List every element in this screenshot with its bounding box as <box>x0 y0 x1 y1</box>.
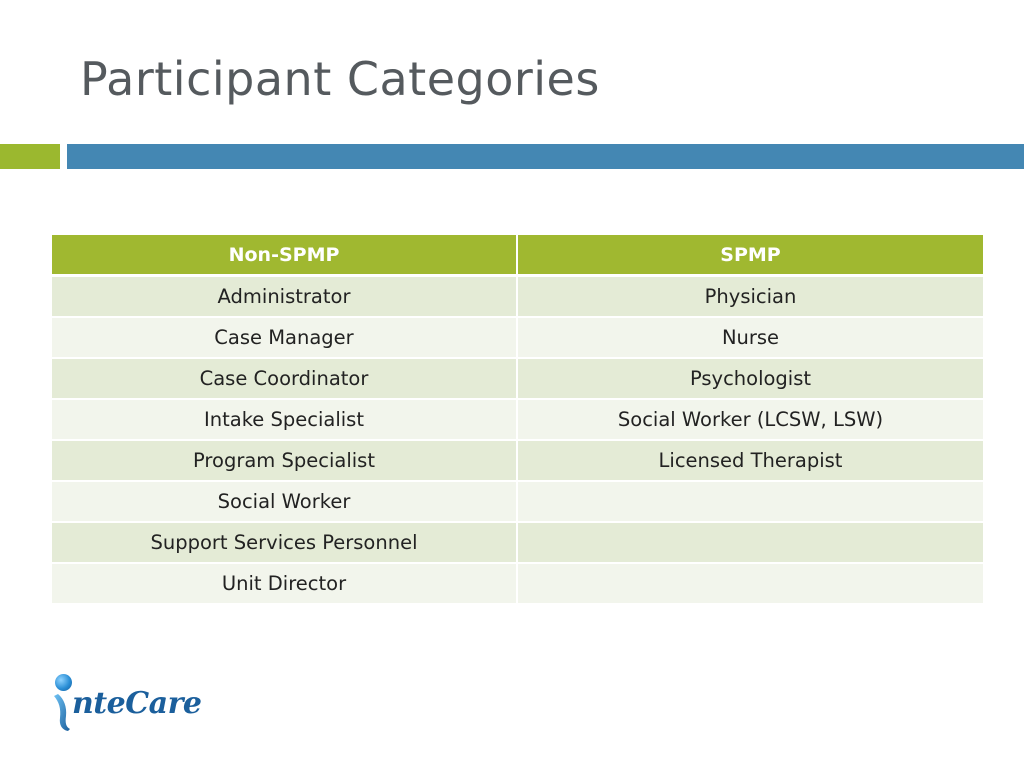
table-cell-non-spmp: Administrator <box>52 276 517 318</box>
column-header-spmp: SPMP <box>517 235 983 276</box>
accent-bar-blue <box>67 144 1024 169</box>
table-cell-non-spmp: Case Coordinator <box>52 358 517 399</box>
table-cell-non-spmp: Program Specialist <box>52 440 517 481</box>
table-cell-spmp: Licensed Therapist <box>517 440 983 481</box>
column-header-non-spmp: Non-SPMP <box>52 235 517 276</box>
table-cell-spmp <box>517 563 983 604</box>
logo-wordmark: nteCare <box>72 686 202 721</box>
table-cell-non-spmp: Case Manager <box>52 317 517 358</box>
table-cell-spmp: Social Worker (LCSW, LSW) <box>517 399 983 440</box>
table-cell-spmp: Nurse <box>517 317 983 358</box>
table-cell-non-spmp: Intake Specialist <box>52 399 517 440</box>
table-cell-spmp: Physician <box>517 276 983 318</box>
table-row <box>52 563 983 604</box>
slide-title: Participant Categories <box>80 52 600 106</box>
table-row <box>52 276 983 318</box>
table-cell-non-spmp: Unit Director <box>52 563 517 604</box>
table-row <box>52 481 983 522</box>
table-row <box>52 317 983 358</box>
participant-table-container <box>52 235 983 605</box>
table-row <box>52 522 983 563</box>
table-header-row <box>52 235 983 276</box>
table-cell-non-spmp: Social Worker <box>52 481 517 522</box>
participant-categories-table <box>52 235 983 605</box>
table-cell-spmp <box>517 522 983 563</box>
logo-stem-icon <box>52 692 74 732</box>
person-i-icon <box>55 674 72 691</box>
accent-bar-green <box>0 144 60 169</box>
intecare-logo <box>52 672 212 738</box>
table-cell-non-spmp: Support Services Personnel <box>52 522 517 563</box>
table-cell-spmp <box>517 481 983 522</box>
table-row <box>52 440 983 481</box>
table-row <box>52 358 983 399</box>
table-row <box>52 399 983 440</box>
table-cell-spmp: Psychologist <box>517 358 983 399</box>
